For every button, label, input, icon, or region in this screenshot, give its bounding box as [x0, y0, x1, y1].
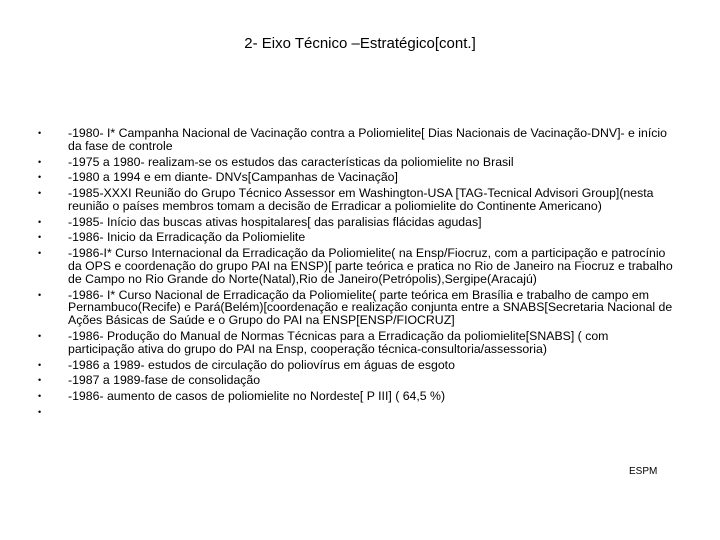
- list-item-text: -1980- I* Campanha Nacional de Vacinação contra a Poliomielite[ Dias Nacionais de Vacinação-DNV]- e início da fase de controle: [68, 126, 667, 153]
- list-item: [38, 127, 678, 153]
- list-item: [38, 247, 678, 286]
- list-item: [38, 171, 678, 184]
- bullet-icon: •: [38, 172, 42, 183]
- list-item: [38, 289, 678, 328]
- footer-tag: ESPM: [629, 466, 658, 477]
- list-item: [38, 330, 678, 356]
- list-item-text: -1980 a 1994 e em diante- DNVs[Campanhas de Vacinação]: [68, 170, 398, 185]
- bullet-icon: •: [38, 391, 42, 402]
- bullet-icon: •: [38, 232, 42, 243]
- list-item-text: -1985-XXXI Reunião do Grupo Técnico Assessor em Washington-USA [TAG-Tecnical Advisori Group](nesta reunião o países membros tomam a decisão de Erradicar a poliomielite do Continente Americano): [68, 186, 654, 213]
- bullet-icon: •: [38, 128, 42, 138]
- bullet-list: [38, 127, 678, 421]
- list-item-text: -1986- Produção do Manual de Normas Técnicas para a Erradicação da poliomielite[SNABS] ( com participação ativa do grupo do PAI na Ensp, cooperação técnica-consultoria/assessoria): [68, 329, 609, 356]
- slide-title: 2- Eixo Técnico –Estratégico[cont.]: [244, 35, 476, 52]
- list-item-text: -1986- aumento de casos de poliomielite no Nordeste[ P III] ( 64,5 %): [68, 389, 446, 404]
- bullet-icon: •: [38, 156, 42, 167]
- list-item-text: -1987 a 1989-fase de consolidação: [68, 373, 261, 388]
- bullet-icon: •: [38, 331, 42, 342]
- list-item: [38, 156, 678, 169]
- list-item: [38, 231, 678, 244]
- list-item: [38, 359, 678, 372]
- list-item-text: -1986-I* Curso Internacional da Erradicação da Poliomielite( na Ensp/Fiocruz, com a participação e patrocínio da OPS e coordenação do grupo PAI na ENSP)[ parte teórica e pratica no Rio de Janeiro na Fiocruz e trabalho de Campo no Rio Grande do Norte(Natal),Rio de Janeiro(Petrópolis),Sergipe(Aracajú): [68, 246, 673, 286]
- list-item-text: -1985- Início das buscas ativas hospitalares[ das paralisias flácidas agudas]: [68, 214, 482, 229]
- bullet-icon: •: [38, 375, 42, 386]
- bullet-icon: •: [38, 188, 42, 199]
- bullet-icon: •: [38, 359, 42, 370]
- bullet-icon: •: [38, 406, 42, 417]
- list-item-empty: [38, 406, 678, 419]
- list-item: [38, 216, 678, 229]
- list-item-text: -1986- I* Curso Nacional de Erradicação da Poliomielite( parte teórica em Brasília e trabalho de campo em Pernambuco(Recife) e Pará(Belém)[coordenação e realização conjunta entre a SNABS[Secretaria Nacional de Ações Básicas de Saúde e o Grupo do PAI na ENSP[ENSP/FIOCRUZ]: [68, 287, 673, 328]
- list-item: [38, 390, 678, 403]
- list-item-text: -1986 a 1989- estudos de circulação do poliovírus em águas de esgoto: [68, 357, 455, 372]
- list-item: [38, 374, 678, 387]
- bullet-icon: •: [38, 248, 42, 259]
- list-item-text: -1986- Inicio da Erradicação da Poliomielite: [68, 230, 306, 245]
- bullet-icon: •: [38, 289, 42, 300]
- list-item-text: -1975 a 1980- realizam-se os estudos das características da poliomielite no Brasil: [68, 154, 514, 169]
- list-item: [38, 187, 678, 213]
- bullet-icon: •: [38, 216, 42, 227]
